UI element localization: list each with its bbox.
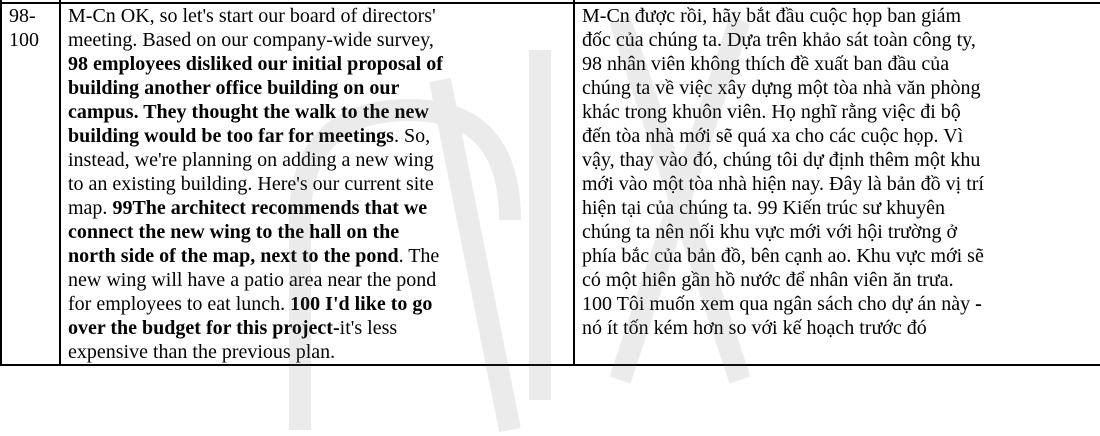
english-line: expensive than the previous plan.	[68, 341, 336, 363]
english-line: for employees to eat lunch. 100 I'd like to go	[68, 293, 433, 315]
question-number-line: 100	[9, 29, 39, 51]
vietnamese-line: hiện tại của chúng ta. 99 Kiến trúc sư khuyên	[582, 197, 945, 219]
vietnamese-line: chúng ta nên nối khu vực mới với hội trường ở	[582, 221, 958, 243]
vietnamese-line: 100 Tôi muốn xem qua ngân sách cho dự án này -	[582, 293, 982, 315]
english-line: over the budget for this project-it's less	[68, 317, 398, 339]
english-line: to an existing building. Here's our current site	[68, 173, 434, 195]
vietnamese-line: khác trong khuôn viên. Họ nghĩ rằng việc đi bộ	[582, 101, 961, 123]
english-line: campus. They thought the walk to the new	[68, 101, 429, 123]
english-line: instead, we're planning on adding a new wing	[68, 149, 434, 171]
english-line: building another office building on our	[68, 77, 400, 99]
english-transcript-cell	[60, 3, 574, 365]
vietnamese-line: đến tòa nhà mới sẽ quá xa cho các cuộc họp. Vì	[582, 125, 964, 147]
english-line: 98 employees disliked our initial proposal of	[68, 53, 443, 75]
vietnamese-translation-cell	[574, 3, 1100, 365]
vietnamese-line: phía bắc của bản đồ, bên cạnh ao. Khu vực mới sẽ	[582, 245, 984, 267]
english-line: north side of the map, next to the pond. The	[68, 245, 440, 267]
english-line: map. 99The architect recommends that we	[68, 197, 428, 219]
vietnamese-line: vậy, thay vào đó, chúng tôi dự định thêm một khu	[582, 149, 981, 171]
vietnamese-line: có một hiên gần hồ nước để nhân viên ăn trưa.	[582, 269, 954, 291]
vietnamese-line: 98 nhân viên không thích đề xuất ban đầu của	[582, 53, 950, 75]
vietnamese-line: M-Cn được rồi, hãy bắt đầu cuộc họp ban giám	[582, 5, 962, 27]
vietnamese-line: chúng ta về việc xây dựng một tòa nhà văn phòng	[582, 77, 981, 99]
question-number-cell	[1, 3, 60, 365]
vietnamese-line: nó ít tốn kém hơn so với kế hoạch trước đó	[582, 317, 927, 339]
english-line: building would be too far for meetings. So,	[68, 125, 431, 147]
question-number-line: 98-	[9, 5, 36, 27]
english-line: M-Cn OK, so let's start our board of directors'	[68, 5, 436, 27]
vietnamese-line: mới vào một tòa nhà hiện nay. Đây là bản đồ vị trí	[582, 173, 984, 195]
question-row-98-100	[1, 3, 1100, 365]
english-line: connect the new wing to the hall on the	[68, 221, 400, 243]
vietnamese-line: đốc của chúng ta. Dựa trên khảo sát toàn công ty,	[582, 29, 976, 51]
english-line: meeting. Based on our company-wide survey,	[68, 29, 434, 51]
english-line: new wing will have a patio area near the pond	[68, 269, 437, 291]
